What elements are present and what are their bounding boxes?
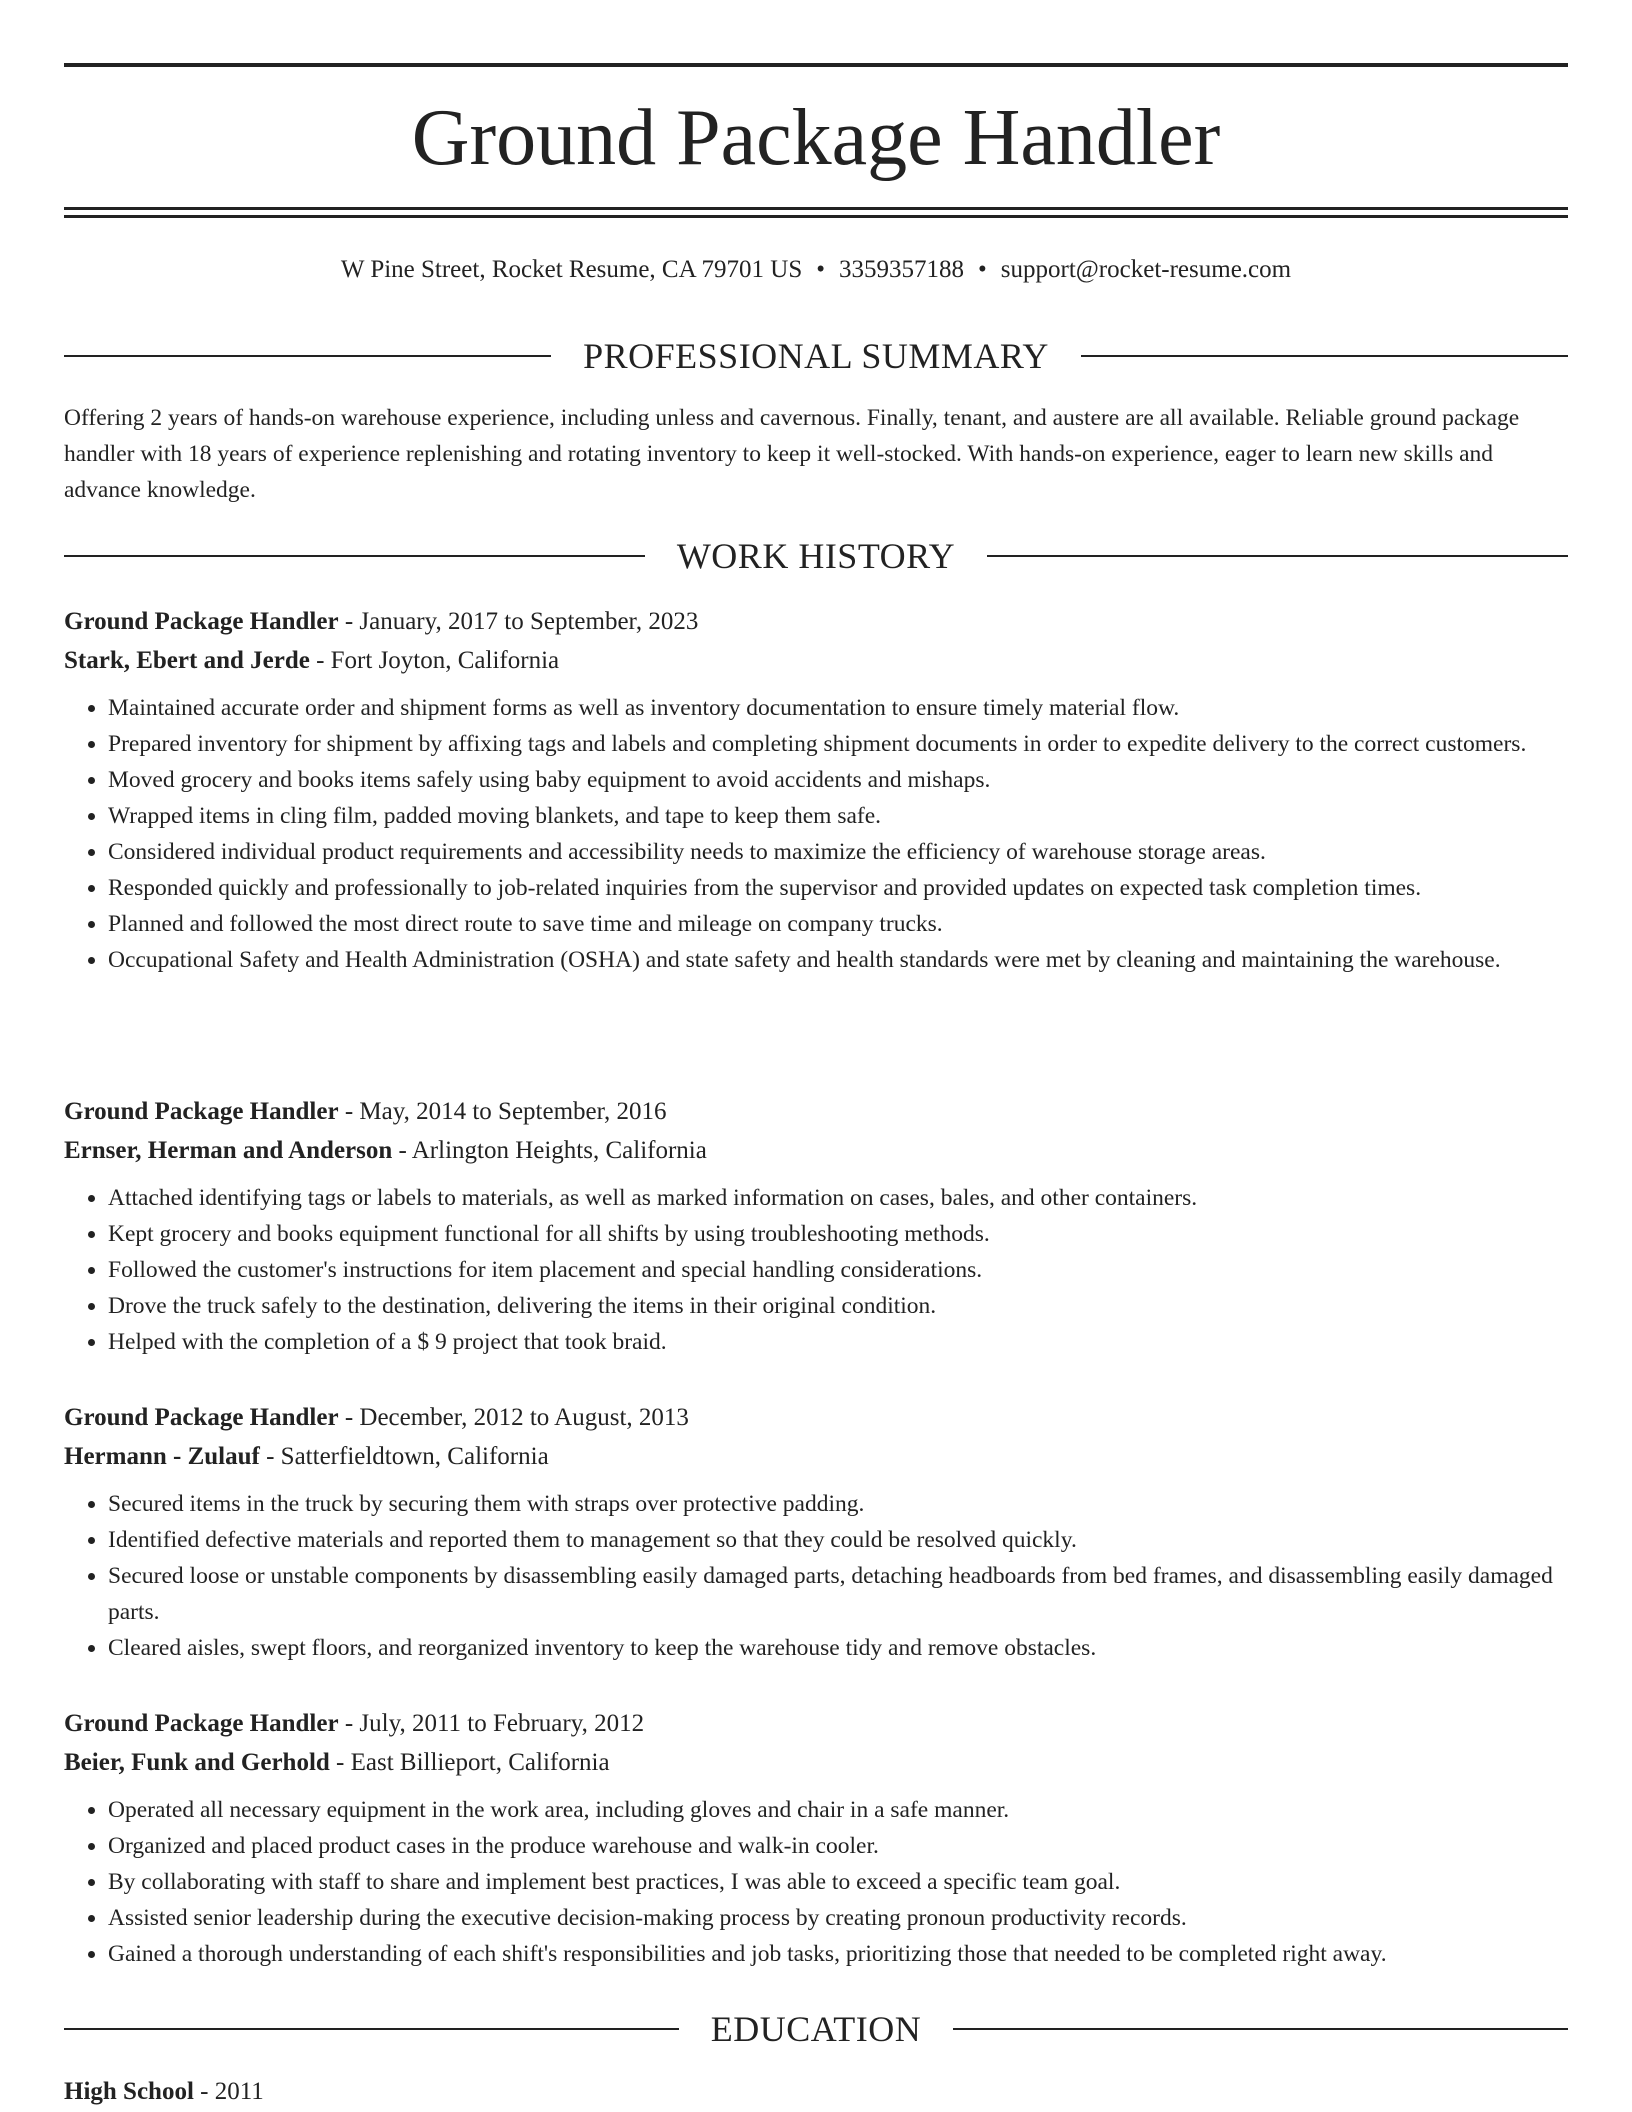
- contact-separator: •: [816, 256, 826, 283]
- job-entry: [64, 1704, 1568, 1972]
- contact-phone: 3359357188: [839, 256, 965, 283]
- job-bullet: • Operated all necessary equipment in the work area, including gloves and chair in a safe manner.: [108, 1792, 1568, 1828]
- section-heading-summary: [64, 334, 1568, 378]
- job-company-line: [64, 1743, 1568, 1782]
- job-company: Beier, Funk and Gerhold: [64, 1749, 330, 1776]
- education-year: - 2011: [193, 2078, 264, 2105]
- section-rule-left: [64, 355, 551, 357]
- section-title: EDUCATION: [710, 2009, 922, 2049]
- job-bullet: • Cleared aisles, swept floors, and reorganized inventory to keep the warehouse tidy and remove obstacles.: [108, 1630, 1568, 1666]
- job-title: Ground Package Handler: [64, 1098, 339, 1125]
- section-rule-left: [64, 2028, 679, 2030]
- job-title: Ground Package Handler: [64, 608, 339, 635]
- job-company: Hermann - Zulauf: [64, 1443, 260, 1470]
- header-top-rule: [64, 63, 1568, 67]
- job-location: - Fort Joyton, California: [309, 647, 560, 674]
- job-company: Stark, Ebert and Jerde: [64, 647, 310, 674]
- job-bullet: • Occupational Safety and Health Administration (OSHA) and state safety and health standards were met by cleaning and maintaining the warehouse.: [108, 942, 1568, 978]
- job-dates: - December, 2012 to August, 2013: [338, 1404, 689, 1431]
- job-title: Ground Package Handler: [64, 1710, 339, 1737]
- job-entry: [64, 1092, 1568, 1360]
- job-bullet: • Moved grocery and books items safely using baby equipment to avoid accidents and mishaps.: [108, 762, 1568, 798]
- job-bullets: [64, 1180, 1568, 1360]
- job-title: Ground Package Handler: [64, 1404, 339, 1431]
- section-title: WORK HISTORY: [676, 536, 956, 576]
- contact-email: support@rocket-resume.com: [1000, 256, 1292, 283]
- job-dates: - May, 2014 to September, 2016: [338, 1098, 667, 1125]
- job-title-line: [64, 1704, 1568, 1743]
- job-bullet: • Secured items in the truck by securing them with straps over protective padding.: [108, 1486, 1568, 1522]
- job-location: - Arlington Heights, California: [392, 1137, 707, 1164]
- header-double-rule-lower: [64, 215, 1568, 218]
- job-bullets: [64, 1486, 1568, 1666]
- job-bullet: • Attached identifying tags or labels to materials, as well as marked information on cases, bales, and other containers.: [108, 1180, 1568, 1216]
- job-bullets: [64, 690, 1568, 978]
- education-school: High School: [64, 2078, 194, 2105]
- section-rule-right: [1081, 355, 1568, 357]
- education-entry: [64, 2074, 1568, 2110]
- section-title: PROFESSIONAL SUMMARY: [583, 336, 1049, 376]
- job-bullet: • Gained a thorough understanding of each shift's responsibilities and job tasks, prioritizing those that needed to be completed right away.: [108, 1936, 1568, 1972]
- job-company-line: [64, 641, 1568, 680]
- section-rule-right: [987, 555, 1568, 557]
- job-bullet: • Drove the truck safely to the destination, delivering the items in their original condition.: [108, 1288, 1568, 1324]
- job-bullets: [64, 1792, 1568, 1972]
- job-title-line: [64, 602, 1568, 641]
- job-bullet: • Maintained accurate order and shipment forms as well as inventory documentation to ensure timely material flow.: [108, 690, 1568, 726]
- header-double-rule-upper: [64, 207, 1568, 210]
- section-heading-work-history: [64, 534, 1568, 578]
- job-bullet: • Assisted senior leadership during the executive decision-making process by creating pronoun productivity records.: [108, 1900, 1568, 1936]
- job-bullet: • Responded quickly and professionally to job-related inquiries from the supervisor and provided updates on expected task completion times.: [108, 870, 1568, 906]
- section-heading-education: [64, 2007, 1568, 2051]
- job-bullet: • By collaborating with staff to share and implement best practices, I was able to exceed a specific team goal.: [108, 1864, 1568, 1900]
- job-location: - East Billieport, California: [329, 1749, 610, 1776]
- job-company: Ernser, Herman and Anderson: [64, 1137, 393, 1164]
- job-dates: - July, 2011 to February, 2012: [338, 1710, 645, 1737]
- job-entry: [64, 602, 1568, 978]
- job-bullet: • Prepared inventory for shipment by affixing tags and labels and completing shipment documents in order to expedite delivery to the correct customers.: [108, 726, 1568, 762]
- job-title-line: [64, 1092, 1568, 1131]
- job-bullet: • Identified defective materials and reported them to management so that they could be resolved quickly.: [108, 1522, 1568, 1558]
- job-bullet: • Considered individual product requirements and accessibility needs to maximize the efficiency of warehouse storage areas.: [108, 834, 1568, 870]
- contact-address: W Pine Street, Rocket Resume, CA 79701 US: [340, 256, 803, 283]
- job-bullet: • Planned and followed the most direct route to save time and mileage on company trucks.: [108, 906, 1568, 942]
- section-rule-left: [64, 555, 645, 557]
- job-location: - Satterfieldtown, California: [259, 1443, 549, 1470]
- contact-separator: •: [978, 256, 987, 283]
- job-bullet: • Kept grocery and books equipment functional for all shifts by using troubleshooting methods.: [108, 1216, 1568, 1252]
- job-company-line: [64, 1437, 1568, 1476]
- professional-summary: Offering 2 years of hands-on warehouse experience, including unless and cavernous. Finally, tenant, and austere are all available. Reliable ground package handler with 18 years of experience replenishing and rotating inventory to keep it well-stocked. With hands-on experience, eager to learn new skills and advance knowledge.: [64, 405, 1520, 503]
- job-bullet: • Wrapped items in cling film, padded moving blankets, and tape to keep them safe.: [108, 798, 1568, 834]
- resume-title: Ground Package Handler: [411, 94, 1221, 182]
- job-bullet: • Organized and placed product cases in the produce warehouse and walk-in cooler.: [108, 1828, 1568, 1864]
- section-rule-right: [953, 2028, 1568, 2030]
- job-bullet: • Followed the customer's instructions for item placement and special handling considerations.: [108, 1252, 1568, 1288]
- job-bullet: • Secured loose or unstable components by disassembling easily damaged parts, detaching headboards from bed frames, and disassembling easily damaged parts.: [108, 1558, 1568, 1630]
- job-bullet: • Helped with the completion of a $ 9 project that took braid.: [108, 1324, 1568, 1360]
- job-title-line: [64, 1398, 1568, 1437]
- job-dates: - January, 2017 to September, 2023: [338, 608, 699, 635]
- job-company-line: [64, 1131, 1568, 1170]
- job-entry: [64, 1398, 1568, 1666]
- contact-line: [64, 254, 1568, 286]
